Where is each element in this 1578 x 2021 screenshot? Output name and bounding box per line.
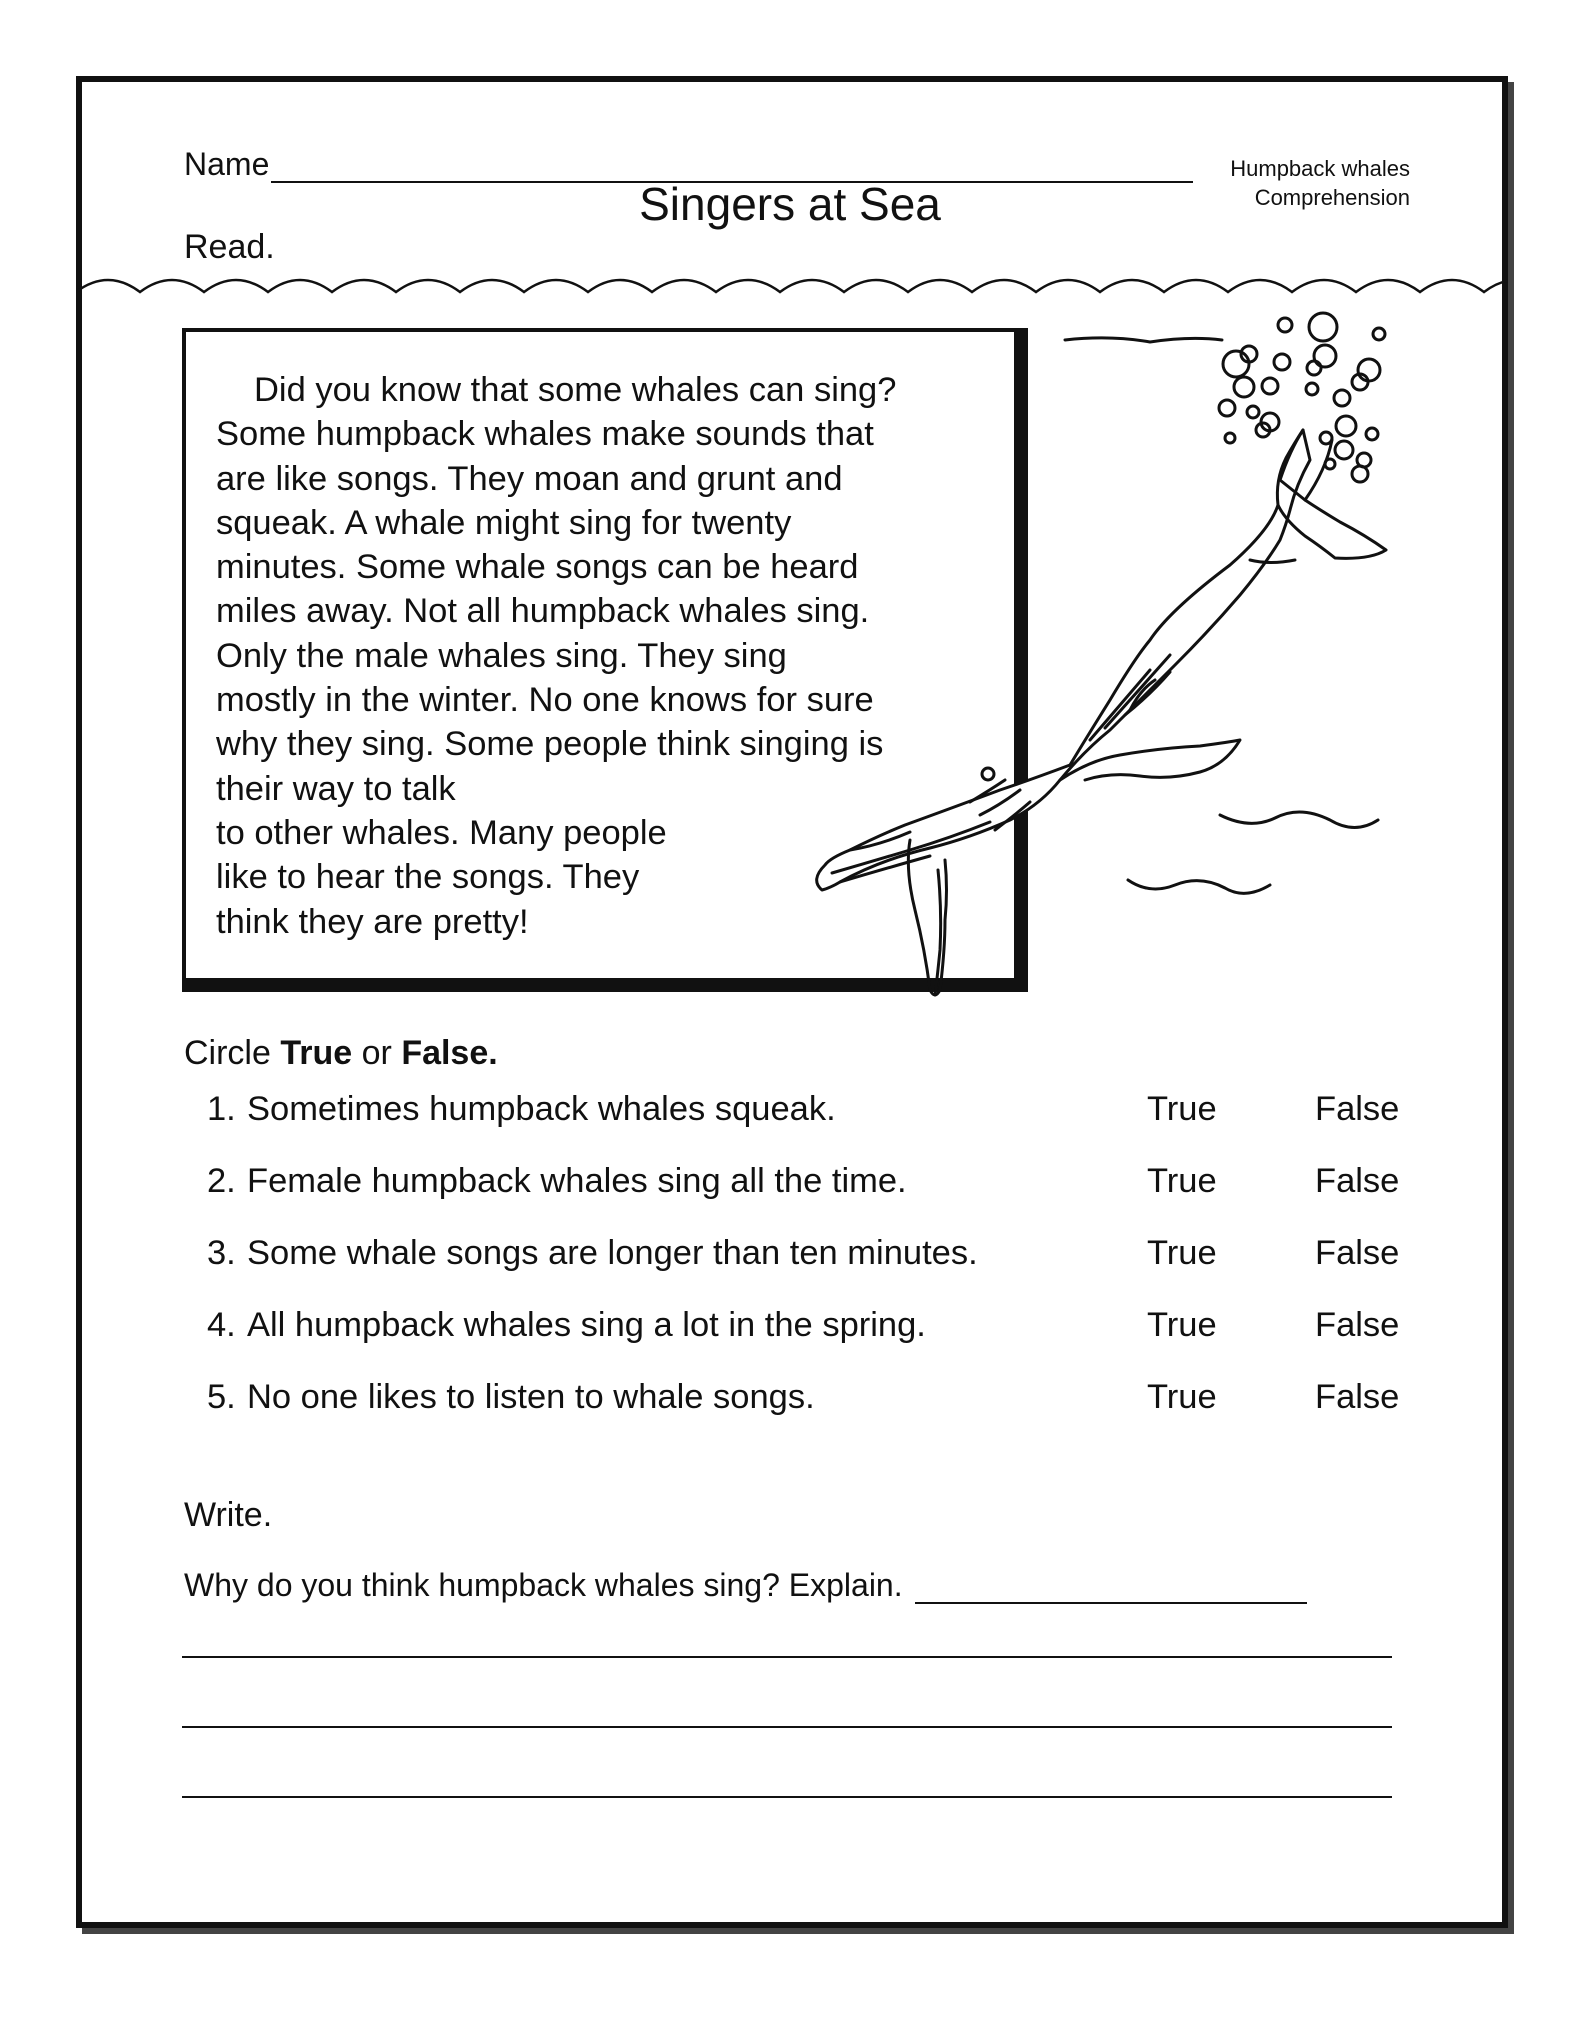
- passage-line: mostly in the winter. No one knows for sure: [216, 681, 874, 720]
- true-option[interactable]: True: [1147, 1378, 1217, 1416]
- write-instruction: Write.: [184, 1496, 273, 1534]
- question-text: Some whale songs are longer than ten minutes.: [247, 1234, 978, 1272]
- write-prompt: Why do you think humpback whales sing? Explain.: [184, 1567, 903, 1603]
- tag-skill: Comprehension: [1254, 185, 1410, 210]
- false-option[interactable]: False: [1315, 1306, 1400, 1344]
- false-option[interactable]: False: [1315, 1090, 1400, 1128]
- passage-line: Did you know that some whales can sing?: [254, 371, 897, 409]
- wave-divider: [76, 262, 1508, 302]
- instruction-or: or: [361, 1034, 392, 1072]
- question-row: [207, 1090, 1437, 1134]
- passage-line: think they are pretty!: [216, 902, 529, 941]
- answer-line[interactable]: [182, 1796, 1392, 1798]
- question-row: [207, 1234, 1437, 1278]
- passage-line: are like songs. They moan and grunt and: [216, 459, 843, 498]
- question-row: [207, 1306, 1437, 1350]
- question-text: All humpback whales sing a lot in the spring.: [247, 1306, 926, 1344]
- passage-line: minutes. Some whale songs can be heard: [216, 548, 859, 587]
- question-number: 2.: [207, 1162, 236, 1200]
- question-number: 1.: [207, 1090, 236, 1128]
- tag-topic: Humpback whales: [1230, 156, 1410, 181]
- passage-line: why they sing. Some people think singing is: [216, 725, 884, 764]
- page-title: Singers at Sea: [639, 178, 941, 230]
- true-option[interactable]: True: [1147, 1234, 1217, 1272]
- write-prompt-row: [184, 1567, 1307, 1604]
- worksheet-tag: [1150, 154, 1410, 212]
- instruction-circle: Circle: [184, 1034, 271, 1072]
- question-row: [207, 1378, 1437, 1422]
- instruction-true: True: [280, 1034, 353, 1072]
- passage-line: squeak. A whale might sing for twenty: [216, 503, 792, 542]
- read-instruction: Read.: [184, 228, 275, 266]
- true-option[interactable]: True: [1147, 1306, 1217, 1344]
- false-option[interactable]: False: [1315, 1234, 1400, 1272]
- question-row: [207, 1162, 1437, 1206]
- question-text: No one likes to listen to whale songs.: [247, 1378, 815, 1416]
- passage-line: miles away. Not all humpback whales sing.: [216, 592, 870, 631]
- question-text: Female humpback whales sing all the time.: [247, 1162, 907, 1200]
- passage-line: to other whales. Many people: [216, 813, 667, 852]
- true-option[interactable]: True: [1147, 1090, 1217, 1128]
- passage-line: like to hear the songs. They: [216, 858, 640, 897]
- passage-line: their way to talk: [216, 769, 456, 808]
- answer-line[interactable]: [182, 1726, 1392, 1728]
- false-option[interactable]: False: [1315, 1378, 1400, 1416]
- true-option[interactable]: True: [1147, 1162, 1217, 1200]
- humpback-whale-icon: [730, 310, 1410, 1010]
- question-text: Sometimes humpback whales squeak.: [247, 1090, 836, 1128]
- true-false-instruction: [184, 1034, 498, 1073]
- question-number: 5.: [207, 1378, 236, 1416]
- false-option[interactable]: False: [1315, 1162, 1400, 1200]
- answer-line[interactable]: [182, 1656, 1392, 1658]
- question-number: 3.: [207, 1234, 236, 1272]
- name-label: Name: [184, 146, 270, 182]
- passage-line: Some humpback whales make sounds that: [216, 415, 874, 454]
- answer-line[interactable]: [915, 1574, 1307, 1604]
- passage-line: Only the male whales sing. They sing: [216, 636, 787, 675]
- question-number: 4.: [207, 1306, 236, 1344]
- instruction-false: False.: [401, 1034, 498, 1072]
